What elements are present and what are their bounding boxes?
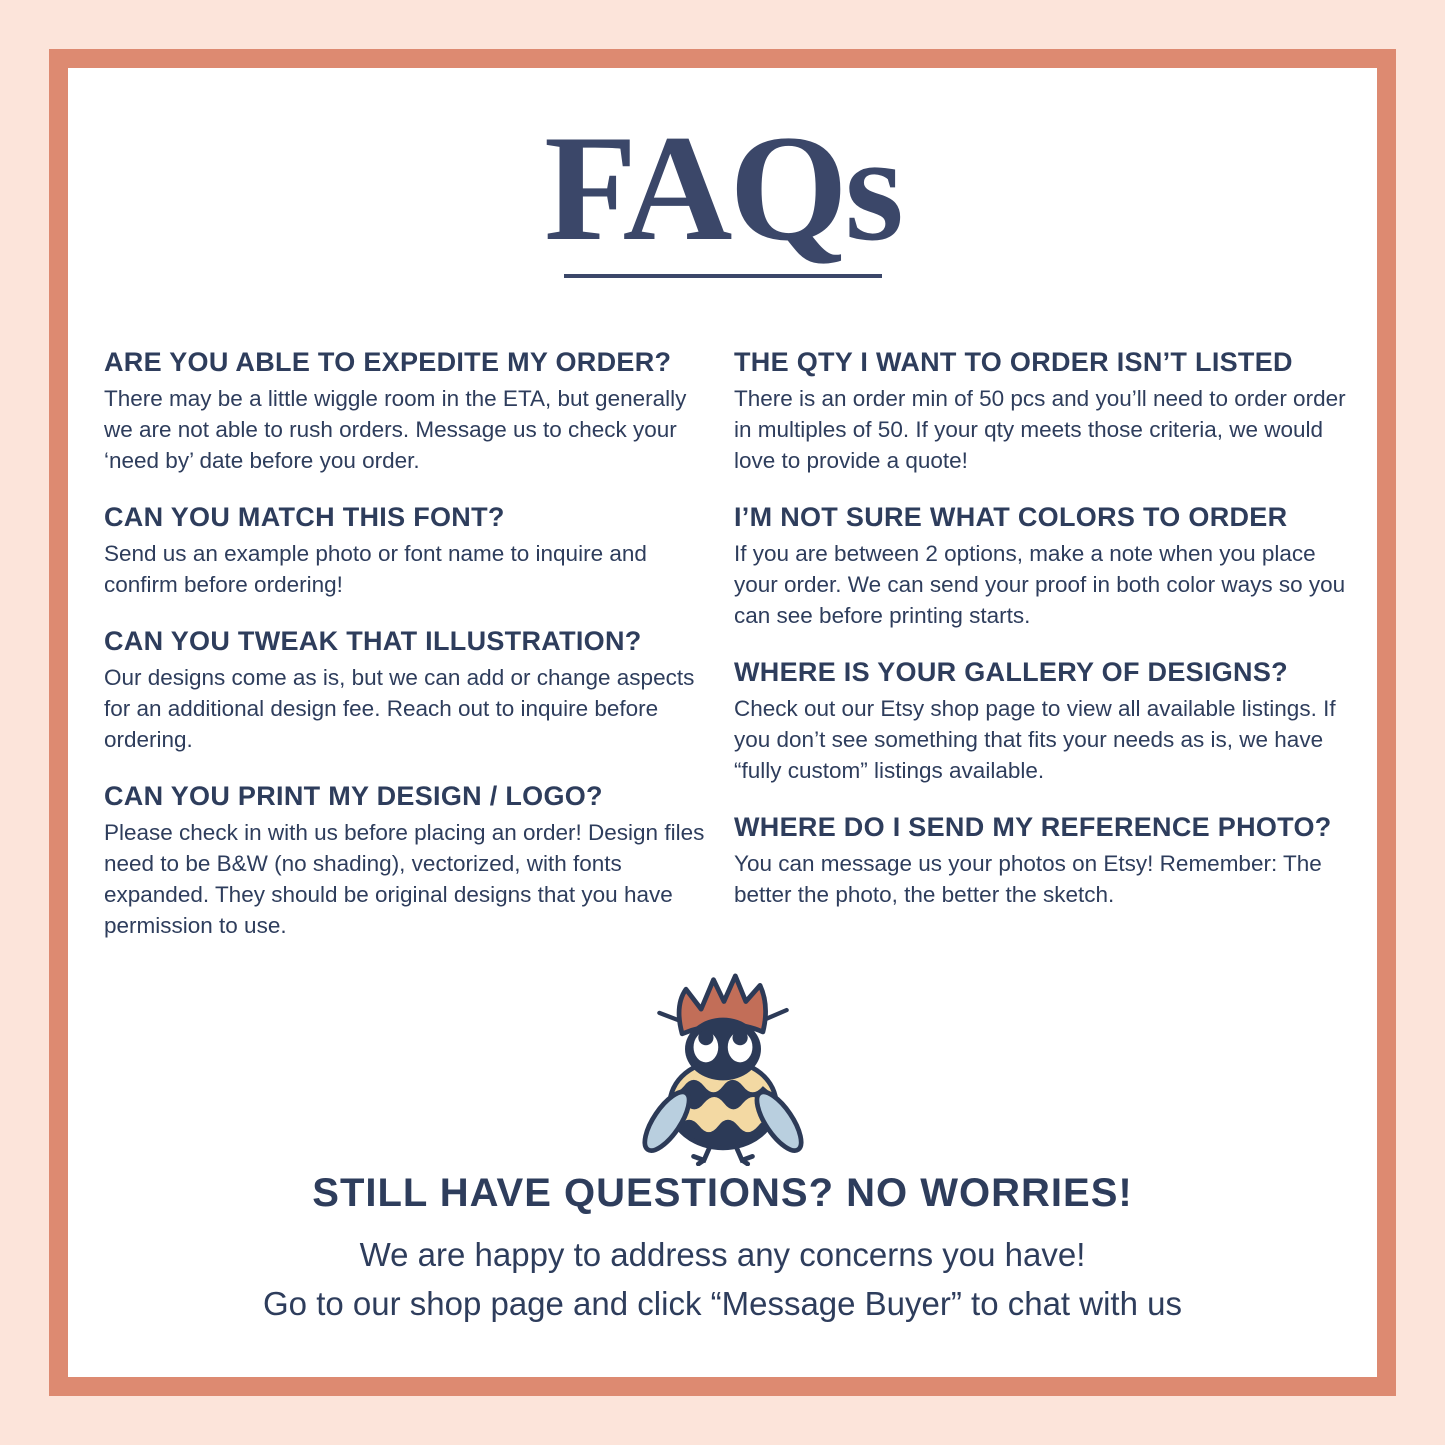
faq-question: WHERE IS YOUR GALLERY OF DESIGNS? (734, 657, 1288, 687)
faq-question: THE QTY I WANT TO ORDER ISN’T LISTED (734, 347, 1293, 377)
faq-question: I’M NOT SURE WHAT COLORS TO ORDER (734, 502, 1288, 532)
faq-question: WHERE DO I SEND MY REFERENCE PHOTO? (734, 812, 1332, 842)
faq-item (734, 345, 1349, 476)
faq-answer: You can message us your photos on Etsy! Remember: The better the photo, the better the sketch. (734, 851, 1322, 907)
footer-line2: Go to our shop page and click “Message Buyer” to chat with us (263, 1285, 1182, 1322)
faq-answer: Send us an example photo or font name to inquire and confirm before ordering! (104, 541, 647, 597)
faq-column-right (734, 345, 1349, 965)
footer-heading: STILL HAVE QUESTIONS? NO WORRIES! (312, 1171, 1133, 1215)
footer-line1: We are happy to address any concerns you have! (359, 1236, 1086, 1273)
faq-question: ARE YOU ABLE TO EXPEDITE MY ORDER? (104, 347, 672, 377)
faq-item (104, 779, 718, 941)
content-panel (49, 49, 1396, 1396)
faq-item (104, 500, 718, 600)
faq-item (104, 624, 718, 755)
faq-answer: Check out our Etsy shop page to view all available listings. If you don’t see something that fits your needs as is, we have “fully custom” listings available. (734, 696, 1336, 783)
faq-question: CAN YOU TWEAK THAT ILLUSTRATION? (104, 626, 642, 656)
faq-columns (104, 345, 1349, 965)
faq-question: CAN YOU MATCH THIS FONT? (104, 502, 505, 532)
footer (68, 1171, 1377, 1328)
faq-answer: There is an order min of 50 pcs and you’ll need to order order in multiples of 50. If your qty meets those criteria, we would love to provide a quote! (734, 386, 1346, 473)
page-title: FAQs (544, 104, 901, 272)
faq-answer: There may be a little wiggle room in the ETA, but generally we are not able to rush orders. Message us to check your ‘need by’ date before you order. (104, 386, 687, 473)
bee-with-crown-icon (628, 971, 818, 1166)
title-underline (564, 274, 882, 278)
faq-item (734, 500, 1349, 631)
faq-column-left (104, 345, 718, 965)
faq-answer: Our designs come as is, but we can add or change aspects for an additional design fee. Reach out to inquire before ordering. (104, 665, 695, 752)
faq-item (104, 345, 718, 476)
faq-item (734, 810, 1349, 910)
faq-answer: Please check in with us before placing an order! Design files need to be B&W (no shading), vectorized, with fonts expanded. They should be original designs that you have permission to use. (104, 820, 705, 938)
faq-question: CAN YOU PRINT MY DESIGN / LOGO? (104, 781, 603, 811)
faq-answer: If you are between 2 options, make a note when you place your order. We can send your proof in both color ways so you can see before printing starts. (734, 541, 1346, 628)
title-block (68, 104, 1377, 278)
faq-item (734, 655, 1349, 786)
